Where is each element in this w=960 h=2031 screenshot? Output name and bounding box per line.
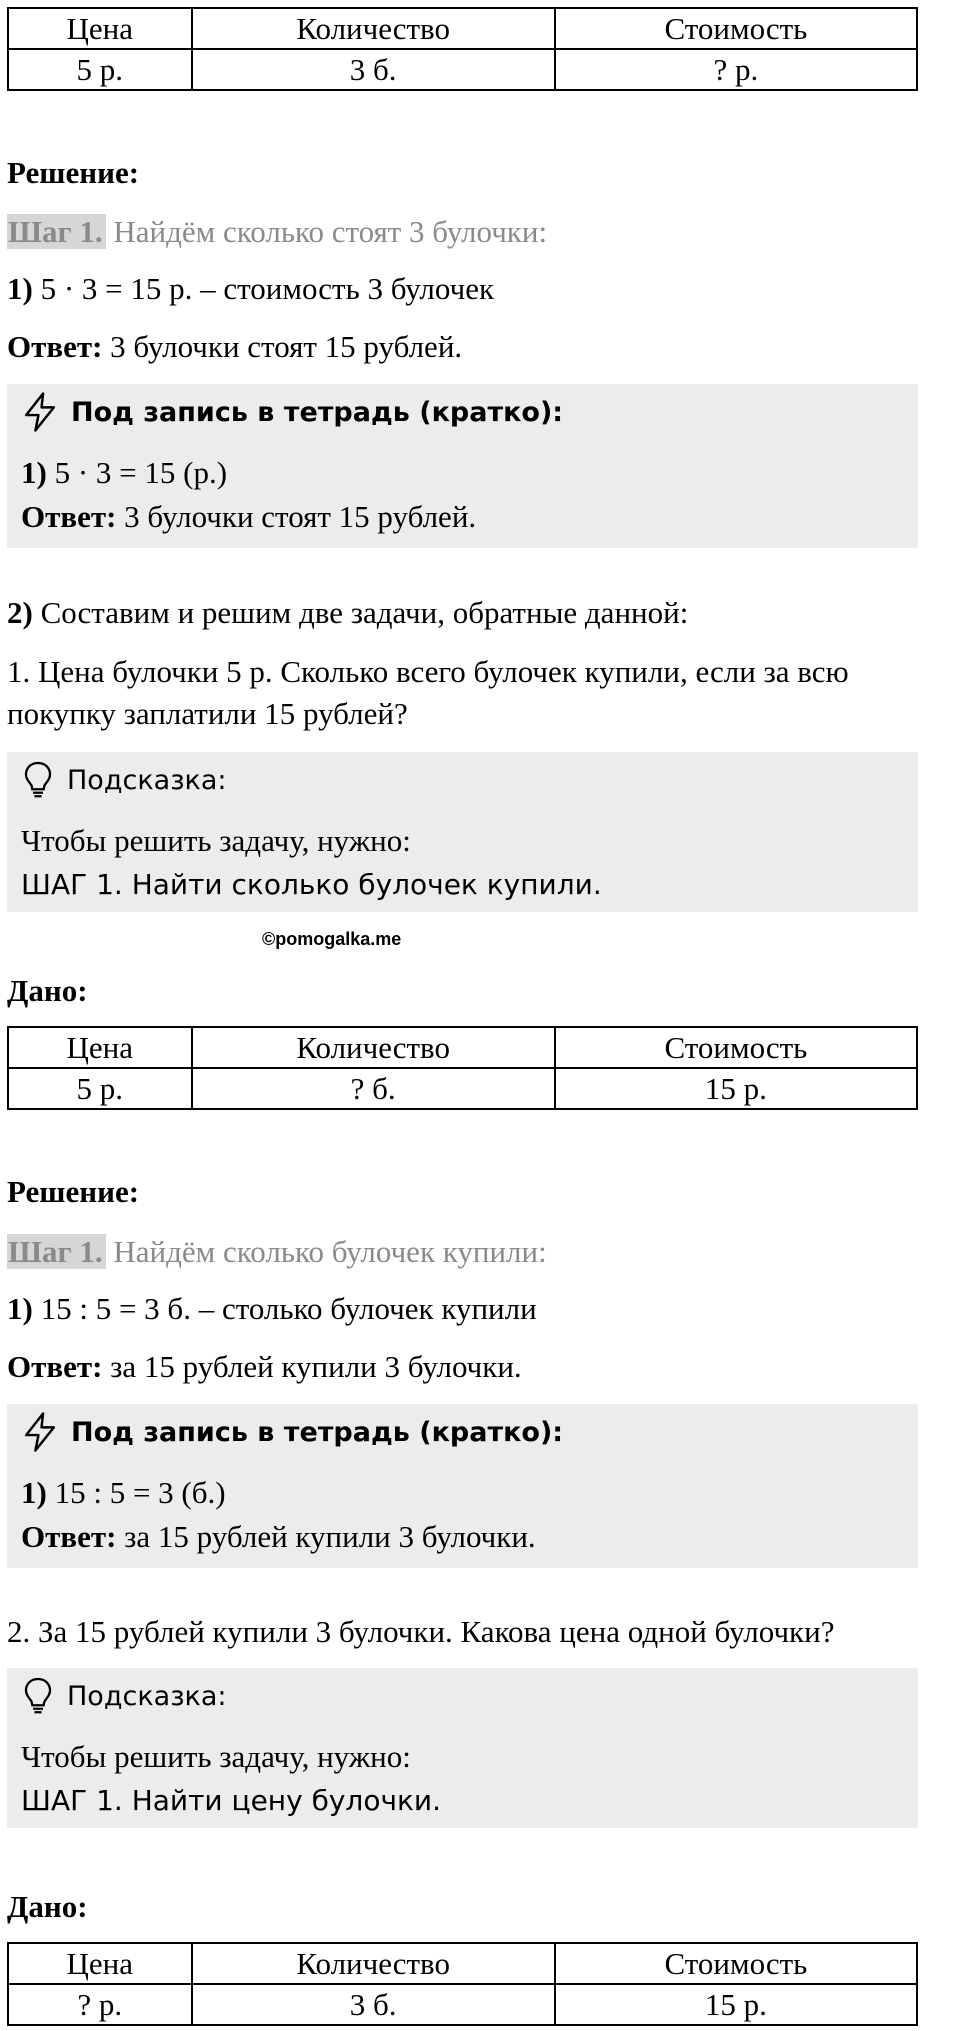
lightning-icon [21, 392, 59, 432]
hint-step-label: ШАГ 1. [21, 868, 123, 901]
hint-box [7, 1668, 918, 1828]
answer-line [7, 1348, 522, 1386]
table-row [8, 1984, 917, 2025]
calc-number: 1) [7, 271, 33, 306]
hint-box-header [21, 1676, 227, 1716]
box-calc-text: 5 · 3 = 15 (р.) [54, 455, 228, 490]
hint-step-line [21, 866, 602, 904]
hint-box [7, 752, 918, 912]
hint-step-line [21, 1782, 441, 1820]
given-heading: Дано: [7, 1889, 88, 1924]
hint-step-label: ШАГ 1. [21, 1784, 123, 1817]
box-answer-line [21, 1518, 536, 1556]
solution-heading: Решение: [7, 1174, 140, 1209]
box-calc-number: 1) [21, 1475, 47, 1510]
cell-cost: 15 р. [555, 1068, 917, 1109]
task1-line1: 1. Цена булочки 5 р. Сколько всего булочек купили, если за всю [7, 654, 849, 689]
notebook-box-title: Под запись в тетрадь (кратко): [71, 1416, 564, 1448]
given-heading: Дано: [7, 973, 88, 1008]
step-tag: Шаг 1. [7, 1234, 106, 1269]
calc-text: 5 · 3 = 15 р. – стоимость 3 булочек [40, 271, 495, 306]
hint-step-text: Найти сколько булочек купили. [131, 868, 602, 901]
calc-text: 15 : 5 = 3 б. – столько булочек купили [40, 1291, 537, 1326]
step-line [7, 213, 547, 251]
answer-text: за 15 рублей купили 3 булочки. [110, 1349, 522, 1384]
table-header-row [8, 1027, 917, 1068]
step-text: Найдём сколько булочек купили: [113, 1234, 547, 1269]
hint-line: Чтобы решить задачу, нужно: [21, 1739, 411, 1774]
cell-price: 5 р. [8, 49, 192, 90]
task1-line2: покупку заплатили 15 рублей? [7, 696, 408, 731]
hint-title: Подсказка: [67, 764, 227, 796]
cell-price: 5 р. [8, 1068, 192, 1109]
box-calc-line [21, 1474, 226, 1512]
notebook-box-header [21, 1412, 563, 1452]
box-answer-line [21, 498, 476, 536]
lightning-icon [21, 1412, 59, 1452]
task2-text: 2. За 15 рублей купили 3 булочки. Какова цена одной булочки? [7, 1614, 835, 1649]
header-price: Цена [8, 1027, 192, 1068]
watermark: ©pomogalka.me [262, 929, 402, 949]
answer-label: Ответ: [7, 329, 103, 364]
header-quantity: Количество [192, 1943, 555, 1984]
box-calc-number: 1) [21, 455, 47, 490]
table-row [8, 49, 917, 90]
calc-line [7, 270, 494, 308]
answer-text: 3 булочки стоят 15 рублей. [110, 329, 463, 364]
box-answer-text: 3 булочки стоят 15 рублей. [124, 499, 477, 534]
header-quantity: Количество [192, 1027, 555, 1068]
cell-cost: ? р. [555, 49, 917, 90]
box-answer-label: Ответ: [21, 499, 117, 534]
cell-quantity: 3 б. [192, 1984, 555, 2025]
calc-number: 1) [7, 1291, 33, 1326]
header-price: Цена [8, 1943, 192, 1984]
notebook-box-title: Под запись в тетрадь (кратко): [71, 396, 564, 428]
step-tag: Шаг 1. [7, 214, 106, 249]
data-table-1 [7, 7, 918, 91]
header-cost: Стоимость [555, 1943, 917, 1984]
table-row [8, 1068, 917, 1109]
hint-step-text: Найти цену булочки. [131, 1784, 442, 1817]
answer-label: Ответ: [7, 1349, 103, 1384]
header-quantity: Количество [192, 8, 555, 49]
table-header-row [8, 8, 917, 49]
cell-cost: 15 р. [555, 1984, 917, 2025]
hint-title: Подсказка: [67, 1680, 227, 1712]
box-calc-text: 15 : 5 = 3 (б.) [54, 1475, 226, 1510]
box-answer-text: за 15 рублей купили 3 булочки. [124, 1519, 536, 1554]
part2-text: Составим и решим две задачи, обратные данной: [40, 595, 689, 630]
answer-line [7, 328, 462, 366]
hint-line: Чтобы решить задачу, нужно: [21, 823, 411, 858]
step-text: Найдём сколько стоят 3 булочки: [113, 214, 548, 249]
cell-quantity: ? б. [192, 1068, 555, 1109]
cell-price: ? р. [8, 1984, 192, 2025]
lightbulb-icon [21, 1676, 55, 1716]
notebook-box [7, 384, 918, 548]
box-answer-label: Ответ: [21, 1519, 117, 1554]
step-line [7, 1233, 547, 1271]
cell-quantity: 3 б. [192, 49, 555, 90]
data-table-3 [7, 1942, 918, 2026]
header-cost: Стоимость [555, 1027, 917, 1068]
lightbulb-icon [21, 760, 55, 800]
part2-number: 2) [7, 595, 33, 630]
header-cost: Стоимость [555, 8, 917, 49]
box-calc-line [21, 454, 227, 492]
hint-box-header [21, 760, 227, 800]
part2-intro [7, 594, 688, 632]
notebook-box-header [21, 392, 563, 432]
data-table-2 [7, 1026, 918, 1110]
solution-heading: Решение: [7, 155, 140, 190]
header-price: Цена [8, 8, 192, 49]
calc-line [7, 1290, 537, 1328]
table-header-row [8, 1943, 917, 1984]
notebook-box [7, 1404, 918, 1568]
